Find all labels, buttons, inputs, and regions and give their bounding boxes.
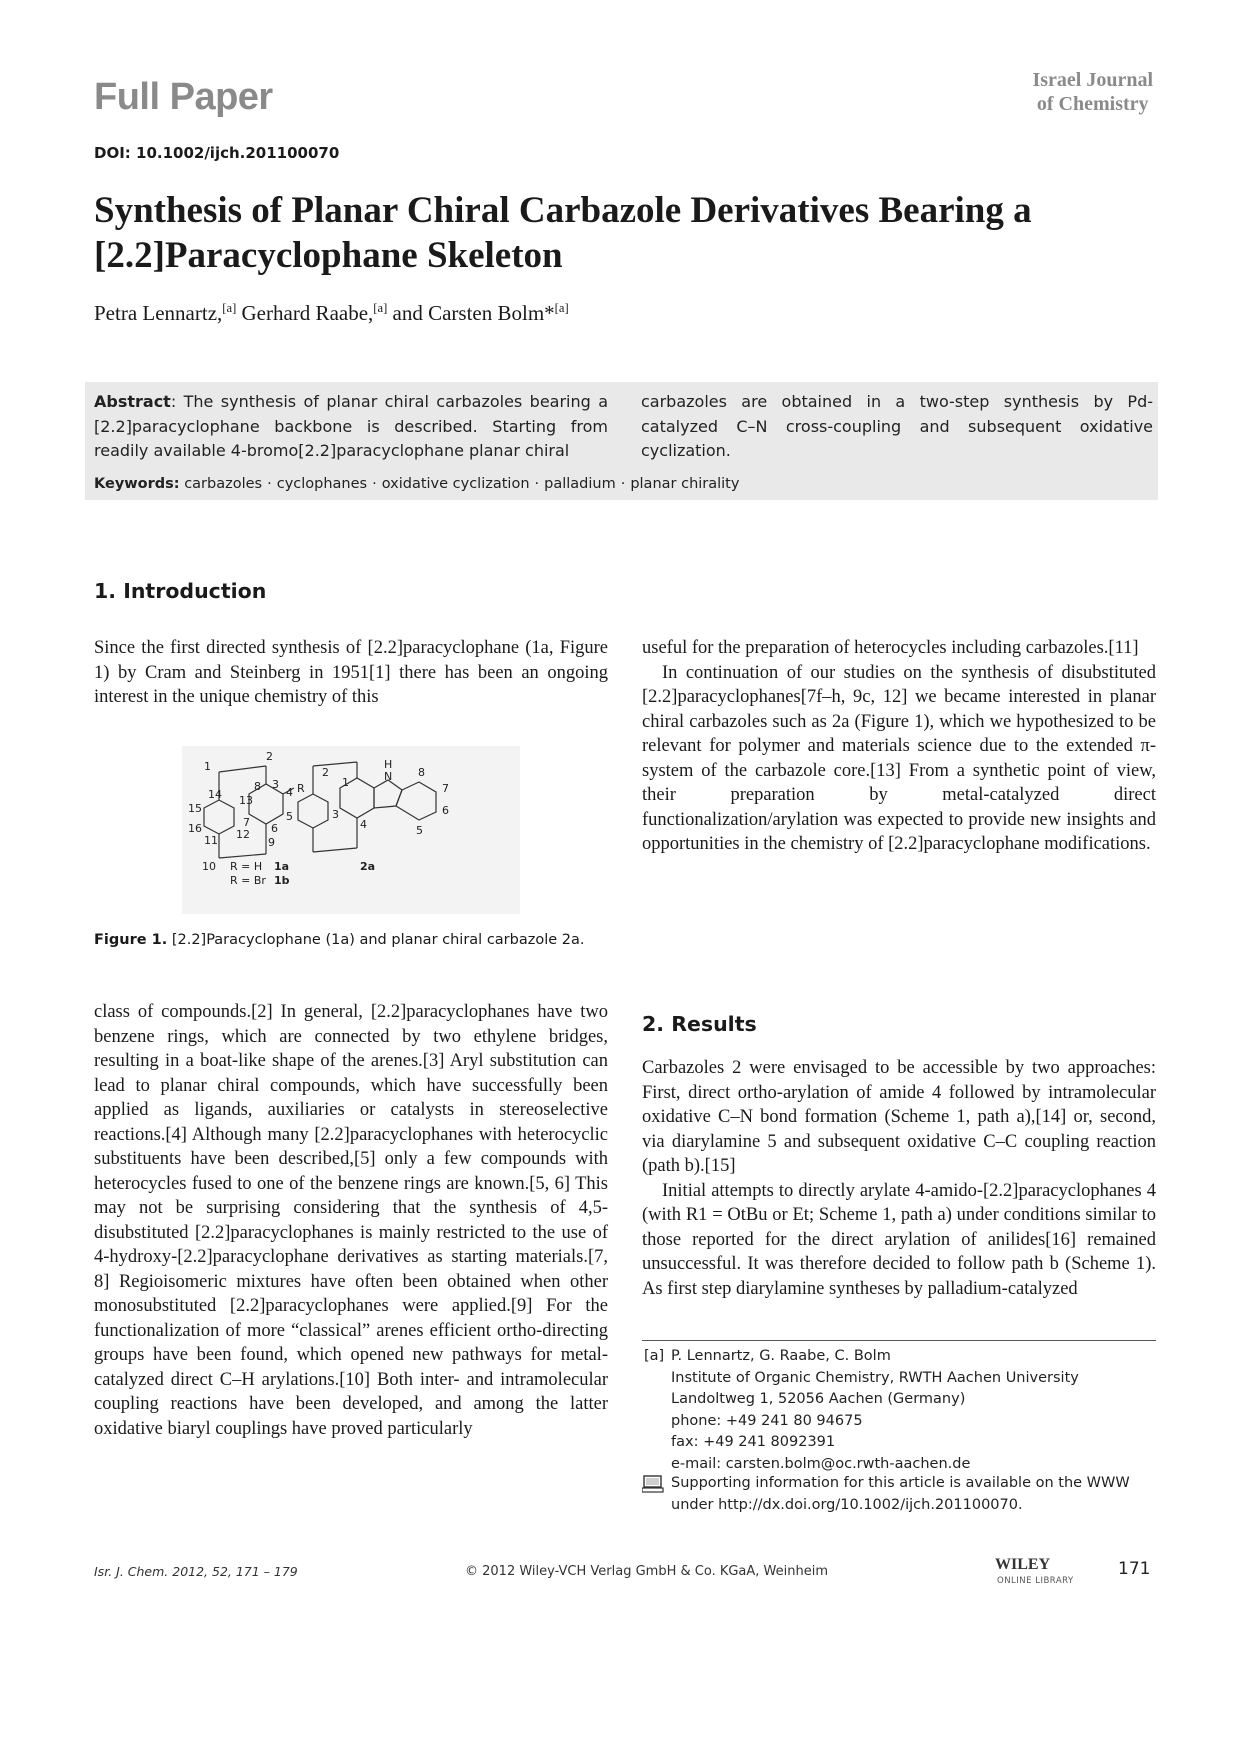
author-affiliation: [a] bbox=[554, 301, 569, 315]
keywords-label: Keywords: bbox=[94, 476, 180, 492]
legend-r-h: R = H bbox=[230, 860, 263, 873]
keyword: carbazoles bbox=[184, 476, 263, 492]
intro-paragraph-3: In continuation of our studies on the synthesis of disubstituted [2.2]paracyclophanes[7f–h, 9c, 12] we became interested in planar chiral carbazoles such as 2a (Figure 1), which we hypothesized to be relevant for polymer and materials science due to the extended π-system of the carbazole core.[13] From a synthetic point of view, their preparation by metal-catalyzed direct functionalization/arylation was expected to provide new insights and opportunities in the chemistry of [2.2]paracyclophane modifications. bbox=[642, 662, 1156, 854]
locant: 8 bbox=[418, 766, 425, 779]
results-paragraph-1: Carbazoles 2 were envisaged to be accessible by two approaches: First, direct ortho-arylation of amide 4 followed by intramolecular oxidative C–N bond formation (Scheme 1, path a),[14] or, second, via diarylamine 5 and subsequent oxidative C–C coupling reaction (path b).[15] bbox=[642, 1058, 1156, 1176]
compound-2a: 2a bbox=[360, 860, 376, 873]
supporting-info-line: under http://dx.doi.org/10.1002/ijch.201100070. bbox=[671, 1496, 1023, 1513]
author-name: Gerhard Raabe, bbox=[236, 301, 374, 325]
locant: 14 bbox=[208, 788, 222, 801]
locant: 3 bbox=[332, 808, 339, 821]
locant: 6 bbox=[442, 804, 449, 817]
keyword: palladium bbox=[544, 476, 616, 492]
abstract-box bbox=[85, 382, 1158, 500]
locant: 7 bbox=[442, 782, 449, 795]
locant: 4 bbox=[360, 818, 367, 831]
substituent-r: R bbox=[297, 782, 305, 795]
keyword: cyclophanes bbox=[276, 476, 368, 492]
journal-name-line1: Israel Journal bbox=[1032, 69, 1153, 91]
locant: 5 bbox=[416, 824, 423, 837]
affiliation-line: Landoltweg 1, 52056 Aachen (Germany) bbox=[671, 1391, 966, 1407]
footer-copyright: © 2012 Wiley-VCH Verlag GmbH & Co. KGaA, Weinheim bbox=[465, 1564, 829, 1579]
doi: DOI: 10.1002/ijch.201100070 bbox=[94, 144, 340, 162]
keywords: Keywords: carbazoles · cyclophanes · oxidative cyclization · palladium · planar chirality bbox=[94, 476, 740, 492]
locant: 13 bbox=[239, 794, 253, 807]
locant: 16 bbox=[188, 822, 202, 835]
locant: 6 bbox=[271, 822, 278, 835]
publisher-name: WILEY bbox=[995, 1556, 1051, 1573]
affiliation-line: P. Lennartz, G. Raabe, C. Bolm bbox=[671, 1348, 891, 1364]
results-column bbox=[642, 1056, 1156, 1301]
figure-caption-label: Figure 1. bbox=[94, 932, 168, 948]
locant: 2 bbox=[266, 750, 273, 763]
benzene-ring-outer bbox=[396, 782, 436, 820]
footer-citation: Isr. J. Chem. 2012, 52, 171 – 179 bbox=[94, 1564, 298, 1579]
legend-r-br: R = Br bbox=[230, 874, 266, 887]
section-label: Full Paper bbox=[94, 76, 273, 118]
figure-structures bbox=[182, 746, 520, 914]
affiliation-fax: fax: +49 241 8092391 bbox=[671, 1434, 836, 1450]
author-affiliation: [a] bbox=[222, 301, 237, 315]
author-name: Petra Lennartz, bbox=[94, 301, 223, 325]
body-paragraph: class of compounds.[2] In general, [2.2]paracyclophanes have two benzene rings, which are connected by two ethylene bridges, resulting in a boat-like shape of the arenes.[3] Aryl substitution can lead to planar chiral compounds, which have successfully been applied as ligands, auxiliaries or catalysts in stereoselective reactions.[4] Although many [2.2]paracyclophanes with heterocyclic substituents have been described,[5] only a few compounds with heterocycles fused to one of the benzene rings are known.[5, 6] This may not be surprising considering that the synthesis of 4,5-disubstituted [2.2]paracyclophanes is mainly restricted to the use of 4-hydroxy-[2.2]paracyclophane derivatives as starting materials.[7, 8] Regioisomeric mixtures have often been obtained when other monosubstituted [2.2]paracyclophanes were applied.[9] For the functionalization of more “classical” arenes efficient ortho-directing groups have been found, which opened new pathways for metal-catalyzed direct C–H arylations.[10] Both inter- and intramolecular coupling reactions have been developed, and among the latter oxidative biaryl couplings have proved particularly bbox=[94, 1002, 608, 1439]
benzene-ring-lower bbox=[204, 800, 234, 834]
compound-1b: 1b bbox=[274, 874, 290, 887]
abstract-label: Abstract bbox=[94, 392, 171, 411]
footnote-divider bbox=[642, 1340, 1156, 1341]
abstract-column-1 bbox=[94, 390, 608, 464]
affiliation-email: e-mail: carsten.bolm@oc.rwth-aachen.de bbox=[671, 1455, 971, 1472]
page-number: 171 bbox=[1118, 1559, 1151, 1579]
publisher-logo bbox=[995, 1556, 1095, 1588]
pyrrole-ring bbox=[374, 780, 402, 808]
figure-caption-text: [2.2]Paracyclophane (1a) and planar chiral carbazole 2a. bbox=[171, 932, 585, 948]
atom-n: N bbox=[384, 770, 393, 783]
atom-h: H bbox=[384, 758, 393, 771]
affiliation-phone: phone: +49 241 80 94675 bbox=[671, 1412, 863, 1429]
author-name: and Carsten Bolm* bbox=[387, 301, 555, 325]
intro-paragraph-1: Since the first directed synthesis of [2.2]paracyclophane (1a, Figure 1) by Cram and Steinberg in 1951[1] there has been an ongoing interest in the unique chemistry of this bbox=[94, 638, 608, 707]
locant: 1 bbox=[342, 776, 349, 789]
locant: 4 bbox=[286, 786, 293, 799]
abstract-text-2: carbazoles are obtained in a two-step synthesis by Pd-catalyzed C–N cross-coupling and subsequent oxidative cyclization. bbox=[641, 392, 1153, 460]
computer-icon bbox=[642, 1475, 664, 1493]
chemical-structure-diagram bbox=[182, 746, 520, 914]
section-heading-introduction: 1. Introduction bbox=[94, 579, 267, 603]
locant: 8 bbox=[254, 780, 261, 793]
compound-1a: 1a bbox=[274, 860, 290, 873]
paper-title: Synthesis of Planar Chiral Carbazole Derivatives Bearing a [2.2]Paracyclophane Skeleton bbox=[94, 190, 1032, 276]
journal-name-line2: of Chemistry bbox=[1036, 93, 1149, 115]
affiliation-line: Institute of Organic Chemistry, RWTH Aachen University bbox=[671, 1369, 1079, 1386]
benzene-ring-bridge bbox=[298, 794, 328, 828]
locant: 5 bbox=[286, 810, 293, 823]
locant: 3 bbox=[272, 778, 279, 791]
locant: 11 bbox=[204, 834, 218, 847]
figure-caption bbox=[94, 932, 584, 948]
keyword: oxidative cyclization bbox=[381, 476, 530, 492]
author-affiliation: [a] bbox=[373, 301, 388, 315]
locant: 10 bbox=[202, 860, 216, 873]
intro-column-2 bbox=[642, 636, 1156, 857]
locant: 2 bbox=[322, 766, 329, 779]
journal-name bbox=[1032, 68, 1153, 116]
locant: 1 bbox=[204, 760, 211, 773]
author-list bbox=[94, 301, 569, 326]
supporting-info-line: Supporting information for this article is available on the WWW bbox=[671, 1475, 1130, 1491]
results-paragraph-2: Initial attempts to directly arylate 4-amido-[2.2]paracyclophanes 4 (with R1 = OtBu or Et; Scheme 1, path a) under conditions similar to those reported for the direct arylation of anilides[16] remained unsuccessful. It was therefore decided to follow path b (Scheme 1). As first step diarylamine syntheses by palladium-catalyzed bbox=[642, 1180, 1156, 1299]
intro-paragraph-2: useful for the preparation of heterocycles including carbazoles.[11] bbox=[642, 638, 1139, 658]
abstract-text-1: : The synthesis of planar chiral carbazoles bearing a [2.2]paracyclophane backbone is described. Starting from readily available 4-bromo[2.2]paracyclophane planar chiral bbox=[94, 392, 608, 460]
locant: 15 bbox=[188, 802, 202, 815]
keyword: planar chirality bbox=[630, 476, 740, 492]
locant: 7 bbox=[243, 816, 250, 829]
locant: 9 bbox=[268, 836, 275, 849]
affiliation-label: [a] bbox=[644, 1348, 665, 1364]
section-heading-results: 2. Results bbox=[642, 1012, 757, 1036]
locant: 12 bbox=[236, 828, 250, 841]
publisher-subtitle: ONLINE LIBRARY bbox=[997, 1576, 1074, 1586]
